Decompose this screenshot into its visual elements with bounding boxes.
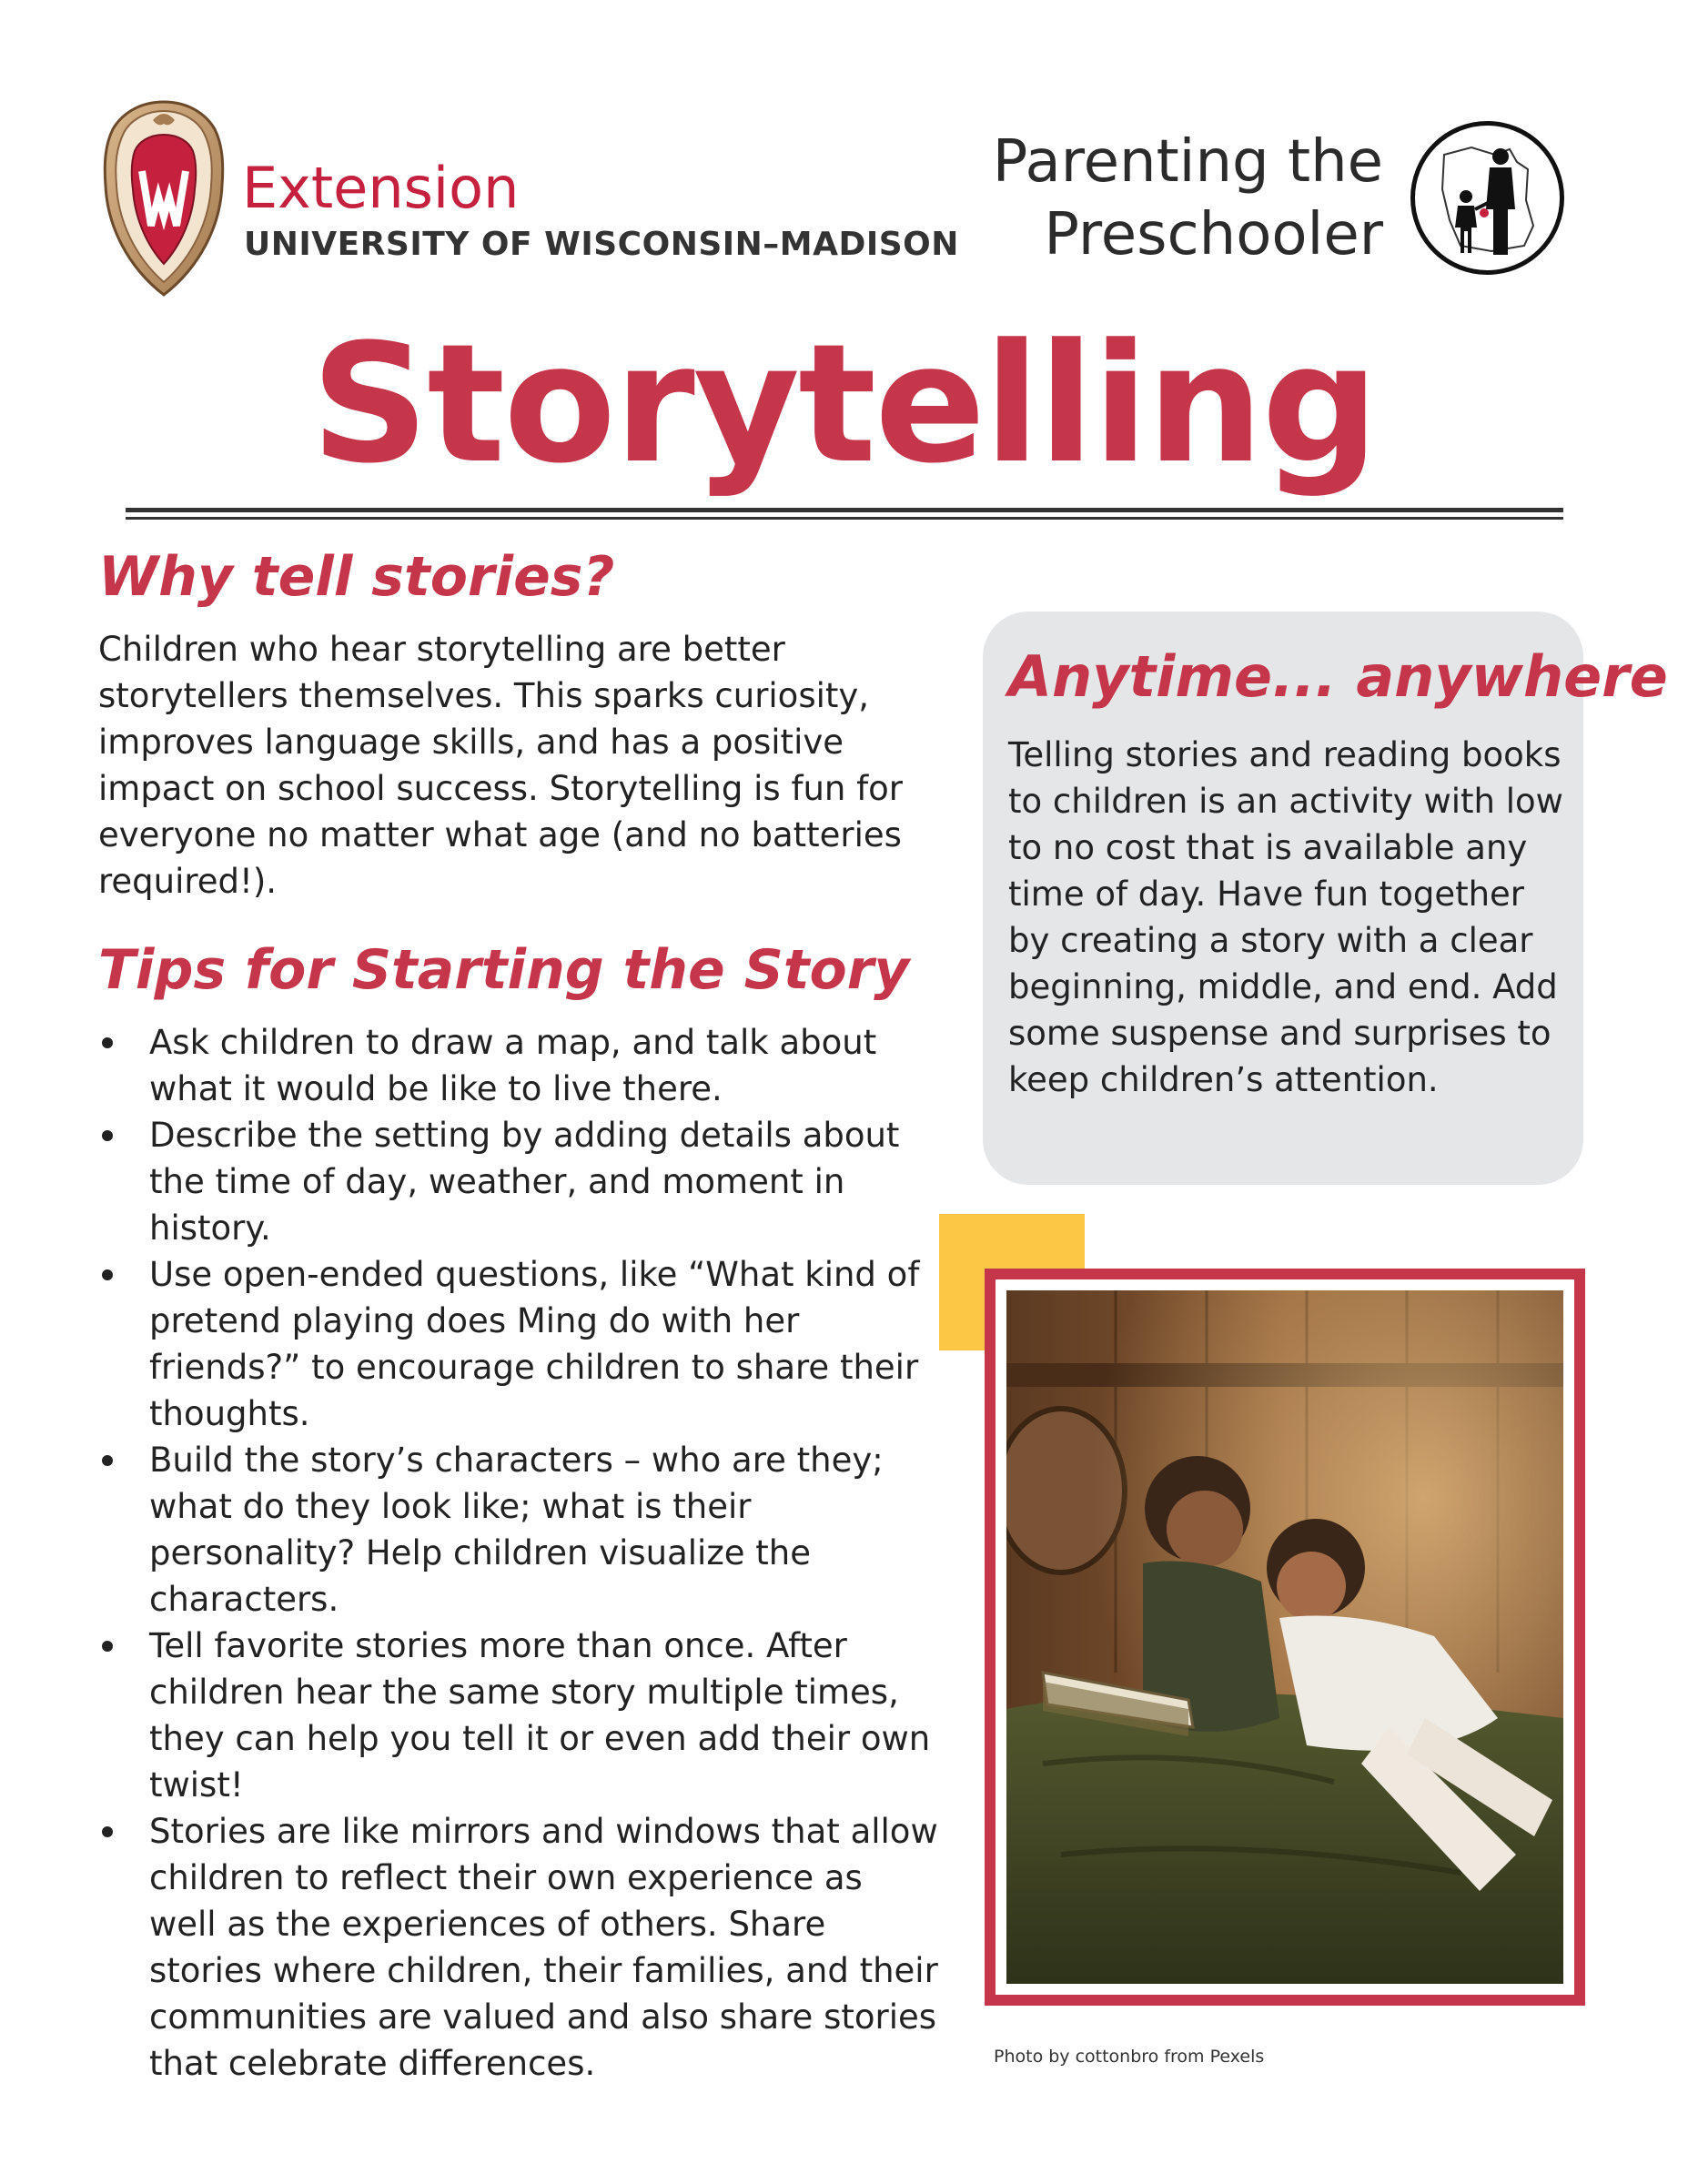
brand-name: Extension	[242, 155, 520, 221]
bullet-icon	[102, 1037, 113, 1048]
tips-heading: Tips for Starting the Story	[98, 938, 910, 1002]
list-item	[98, 1251, 940, 1437]
why-body: Children who hear storytelling are better storytellers themselves. This sparks curiosity, improves language skills, and has a positive impact on school success. Storytelling is fun for everyone no matter what age (and no batteries required!).	[98, 630, 904, 901]
bullet-icon	[102, 1455, 113, 1466]
title-divider-secondary	[126, 517, 1563, 520]
title-divider	[126, 508, 1563, 512]
list-item	[98, 1808, 940, 2087]
list-item	[98, 1019, 940, 1112]
uw-crest-icon	[100, 98, 227, 298]
parent-child-wisconsin-icon	[1408, 118, 1567, 278]
tip-text: Describe the setting by adding details about the time of day, weather, and moment in history.	[149, 1116, 900, 1248]
tips-list	[98, 1019, 940, 2087]
tip-text: Tell favorite stories more than once. After children hear the same story multiple times, they can help you tell it or even add their own twist!	[149, 1626, 931, 1805]
children-reading-photo	[1006, 1290, 1563, 1984]
why-heading: Why tell stories?	[98, 545, 615, 609]
list-item	[98, 1623, 940, 1808]
bullet-icon	[102, 1269, 113, 1280]
tip-text: Build the story’s characters – who are they; what do they look like; what is their personality? Help children visualize the characters.	[149, 1441, 884, 1619]
series-title-line2: Preschooler	[1044, 201, 1383, 268]
tip-text: Use open-ended questions, like “What kind of pretend playing does Ming do with her friends?” to encourage children to share their thoughts.	[149, 1255, 920, 1433]
series-title-line1: Parenting the	[992, 128, 1383, 196]
bullet-icon	[102, 1130, 113, 1141]
callout-heading: Anytime... anywhere	[1008, 643, 1668, 710]
list-item	[98, 1437, 940, 1623]
bullet-icon	[102, 1826, 113, 1837]
list-item	[98, 1112, 940, 1251]
series-title	[993, 126, 1383, 271]
callout-body: Telling stories and reading books to children is an activity with low to no cost that is available any time of day. Have fun together by creating a story with a clear beginning, middle, and end. Add some suspense and surprises to keep children’s attention.	[1008, 735, 1563, 1099]
page-title: Storytelling	[310, 309, 1378, 500]
brand-subtitle: UNIVERSITY OF WISCONSIN–MADISON	[244, 226, 959, 263]
bullet-icon	[102, 1641, 113, 1652]
tip-text: Stories are like mirrors and windows that allow children to reflect their own experience as well as the experiences of others. Share stories where children, their families, and their communities are valued and also share stories that celebrate differences.	[149, 1812, 938, 2083]
tip-text: Ask children to draw a map, and talk about what it would be like to live there.	[149, 1023, 877, 1108]
photo-credit: Photo by cottonbro from Pexels	[994, 2047, 1265, 2067]
